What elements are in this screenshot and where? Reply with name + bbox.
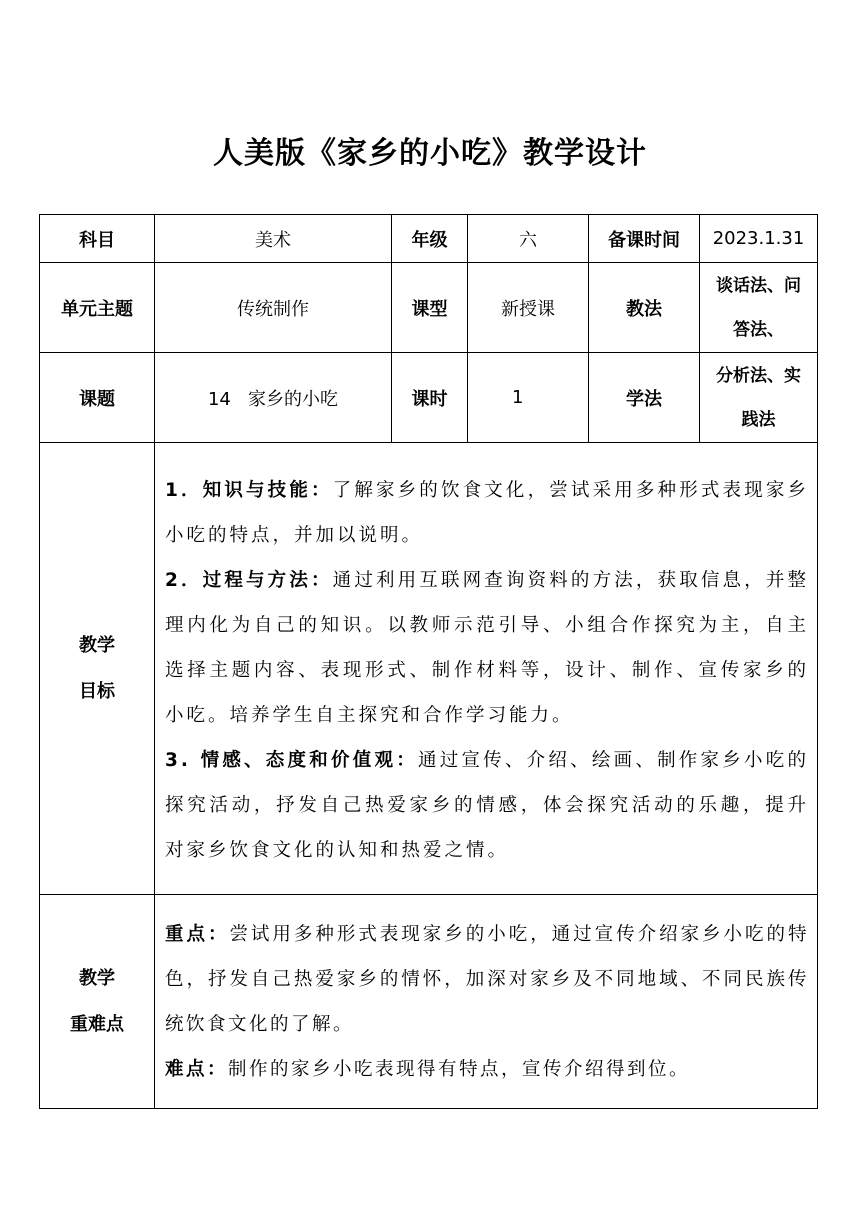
teaching-method-value	[700, 263, 818, 353]
teaching-method-label: 教法	[589, 263, 700, 353]
key-point-lead: 重点：	[165, 923, 230, 945]
subject-value: 美术	[155, 215, 392, 263]
unit-label: 单元主题	[40, 263, 155, 353]
learning-method-value	[700, 353, 818, 443]
key-difficult-points-content	[155, 895, 818, 1109]
goal-knowledge-skills-text: 了解家乡的饮食文化，尝试采用多种形式表现家乡小吃的特点，并加以说明。	[165, 480, 809, 546]
difficult-point-text: 制作的家乡小吃表现得有特点，宣传介绍得到位。	[228, 1058, 691, 1080]
grade-label: 年级	[392, 215, 468, 263]
teaching-goals-content	[155, 443, 818, 895]
class-hours-value: 1	[468, 353, 589, 443]
teaching-method-line2: 答法、	[733, 319, 784, 340]
unit-value: 传统制作	[155, 263, 392, 353]
prep-time-value: 2023.1.31	[700, 215, 818, 263]
prep-time-label: 备课时间	[589, 215, 700, 263]
difficult-point	[155, 1047, 817, 1096]
document-title: 人美版《家乡的小吃》教学设计	[213, 136, 647, 171]
lesson-plan-table	[39, 214, 818, 1109]
table-row-topic	[40, 353, 818, 443]
goal-knowledge-skills-lead: 1．知识与技能：	[165, 480, 333, 501]
learning-method-line2: 践法	[741, 409, 776, 430]
key-difficult-points-label	[40, 895, 155, 1109]
goal-emotion-values-lead: 3. 情感、态度和价值观：	[165, 750, 418, 771]
goal-knowledge-skills	[155, 460, 817, 558]
topic-label: 课题	[40, 353, 155, 443]
lesson-type-label: 课型	[392, 263, 468, 353]
difficult-point-lead: 难点：	[165, 1058, 229, 1080]
key-point	[155, 908, 817, 1047]
table-row-key-points	[40, 895, 818, 1109]
teaching-goals-label-line1: 教学	[79, 634, 115, 656]
table-row-goals	[40, 443, 818, 895]
lesson-type-value: 新授课	[468, 263, 589, 353]
key-difficult-points-label-line1: 教学	[79, 967, 115, 989]
class-hours-label: 课时	[392, 353, 468, 443]
key-difficult-points-label-line2: 重难点	[70, 1013, 124, 1035]
teaching-goals-label	[40, 443, 155, 895]
grade-value: 六	[468, 215, 589, 263]
goal-process-method	[155, 558, 817, 738]
learning-method-label: 学法	[589, 353, 700, 443]
table-row-unit	[40, 263, 818, 353]
teaching-method-line1: 谈话法、问	[716, 275, 801, 296]
goal-process-method-lead: 2．过程与方法：	[165, 570, 333, 591]
goal-emotion-values-text: 通过宣传、介绍、绘画、制作家乡小吃的探究活动，抒发自己热爱家乡的情感，体会探究活动的乐趣，提升对家乡饮食文化的认知和热爱之情。	[165, 750, 809, 861]
teaching-goals-label-line2: 目标	[79, 680, 115, 702]
topic-value: 14 家乡的小吃	[155, 353, 392, 443]
key-point-text: 尝试用多种形式表现家乡的小吃，通过宣传介绍家乡小吃的特色，抒发自己热爱家乡的情怀，加深对家乡及不同地域、不同民族传统饮食文化的了解。	[165, 923, 809, 1035]
table-row-subject	[40, 215, 818, 263]
goal-emotion-values	[155, 738, 817, 877]
goal-process-method-text: 通过利用互联网查询资料的方法，获取信息，并整理内化为自己的知识。以教师示范引导、小组合作探究为主，自主选择主题内容、表现形式、制作材料等，设计、制作、宣传家乡的小吃。培养学生自主探究和合作学习能力。	[165, 570, 809, 726]
learning-method-line1: 分析法、实	[716, 365, 801, 386]
subject-label: 科目	[40, 215, 155, 263]
